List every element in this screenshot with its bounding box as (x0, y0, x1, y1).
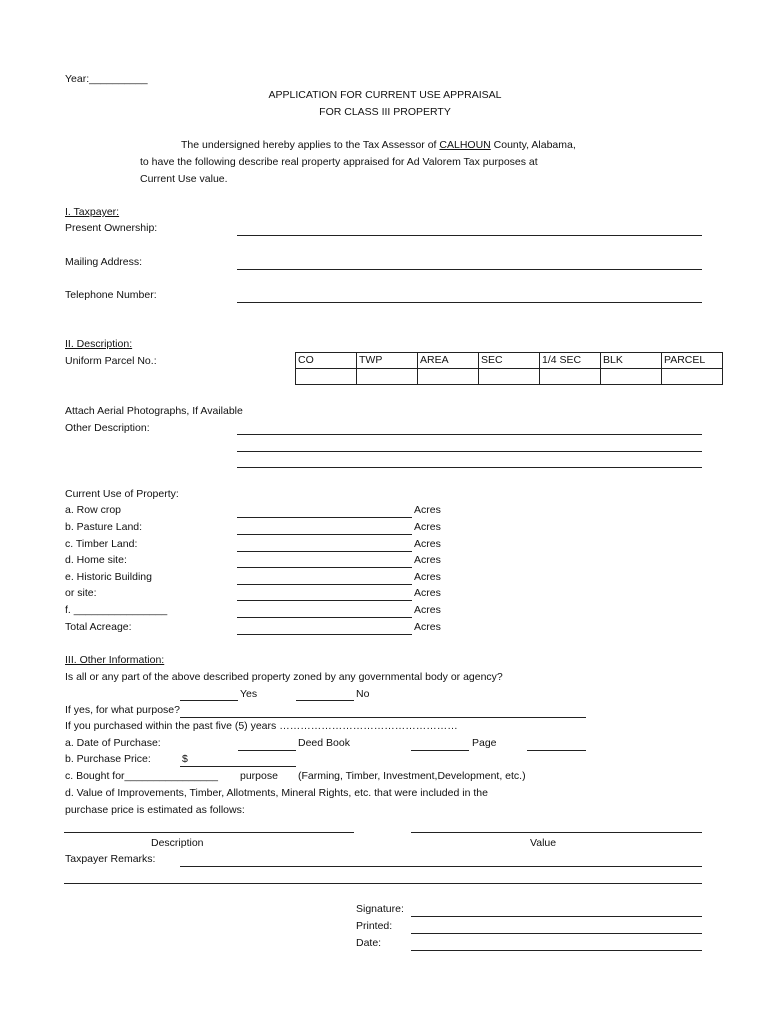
parcel-col-parcel: PARCEL (662, 353, 723, 369)
parcel-header-row (296, 353, 723, 369)
bought-for-label: c. Bought for________________ (65, 770, 218, 782)
deed-book-line[interactable] (411, 750, 469, 751)
parcel-input-co[interactable] (296, 369, 357, 385)
parcel-table (295, 352, 723, 385)
other-description-line-2[interactable] (237, 451, 702, 452)
remarks-label: Taxpayer Remarks: (65, 853, 156, 865)
printed-label: Printed: (356, 920, 393, 932)
improvements-line-2: purchase price is estimated as follows: (65, 804, 245, 816)
intro-pre: The undersigned hereby applies to the Tax Assessor of (181, 139, 440, 151)
form-title: APPLICATION FOR CURRENT USE APPRAISAL (268, 89, 502, 101)
value-line[interactable] (411, 832, 702, 833)
intro-line-1 (181, 139, 576, 152)
use-historic: e. Historic Building (65, 571, 152, 583)
other-description-line-3[interactable] (237, 467, 702, 468)
total-acreage-line[interactable] (237, 634, 412, 635)
total-acreage: Total Acreage: (65, 621, 132, 633)
parcel-input-quarter-sec[interactable] (540, 369, 601, 385)
use-row-crop-line[interactable] (237, 517, 412, 518)
purpose-line[interactable] (180, 717, 586, 718)
use-other: f. ________________ (65, 604, 168, 616)
phone-line[interactable] (237, 302, 702, 303)
use-historic-site-line[interactable] (237, 600, 412, 601)
use-home-site: d. Home site: (65, 554, 127, 566)
other-description-label: Other Description: (65, 422, 150, 434)
no-line[interactable] (296, 700, 354, 701)
zoned-question: Is all or any part of the above described property zoned by any governmental body or agency? (65, 671, 503, 683)
yes-line[interactable] (180, 700, 238, 701)
intro-line-2: to have the following describe real property appraised for Ad Valorem Tax purposes at (140, 156, 538, 168)
description-line[interactable] (64, 832, 354, 833)
purpose-label: purpose (240, 770, 278, 782)
form-subtitle: FOR CLASS III PROPERTY (319, 106, 451, 118)
parcel-input-blk[interactable] (601, 369, 662, 385)
parcel-col-blk: BLK (601, 353, 662, 369)
acres-unit: Acres (414, 538, 441, 550)
acres-unit: Acres (414, 587, 441, 599)
parcel-input-area[interactable] (418, 369, 479, 385)
phone-label: Telephone Number: (65, 289, 157, 301)
purchase-price-line[interactable] (180, 766, 296, 767)
signature-label: Signature: (356, 903, 404, 915)
parcel-label: Uniform Parcel No.: (65, 355, 157, 367)
deed-book-label: Deed Book (298, 737, 350, 749)
parcel-col-twp: TWP (357, 353, 418, 369)
acres-unit: Acres (414, 521, 441, 533)
date-label: Date: (356, 937, 382, 949)
no-label: No (356, 688, 370, 700)
other-description-line-1[interactable] (237, 434, 702, 435)
signature-line[interactable] (411, 916, 702, 917)
printed-line[interactable] (411, 933, 702, 934)
use-pasture: b. Pasture Land: (65, 521, 143, 533)
parcel-col-area: AREA (418, 353, 479, 369)
use-timber-line[interactable] (237, 551, 412, 552)
acres-unit: Acres (414, 554, 441, 566)
county-name: CALHOUN (439, 139, 491, 151)
parcel-input-parcel[interactable] (662, 369, 723, 385)
purchased-note: If you purchased within the past five (5) years …………………………………………… (65, 720, 458, 732)
ownership-line[interactable] (237, 235, 702, 236)
page-label: Page (472, 737, 497, 749)
aerial-note: Attach Aerial Photographs, If Available (65, 405, 243, 417)
page-line[interactable] (527, 750, 586, 751)
date-of-purchase-line[interactable] (238, 750, 296, 751)
taxpayer-heading: I. Taxpayer: (65, 206, 120, 218)
intro-post: County, Alabama, (490, 139, 576, 151)
use-timber: c. Timber Land: (65, 538, 138, 550)
purchase-price-label: b. Purchase Price: (65, 753, 151, 765)
use-historic-site: or site: (65, 587, 97, 599)
purpose-examples: (Farming, Timber, Investment,Development, etc.) (298, 770, 526, 782)
parcel-input-sec[interactable] (479, 369, 540, 385)
current-use-heading: Current Use of Property: (65, 488, 179, 500)
ownership-label: Present Ownership: (65, 222, 158, 234)
remarks-line-2[interactable] (64, 883, 702, 884)
acres-unit: Acres (414, 504, 441, 516)
acres-unit: Acres (414, 571, 441, 583)
date-line[interactable] (411, 950, 702, 951)
parcel-col-sec: SEC (479, 353, 540, 369)
address-line[interactable] (237, 269, 702, 270)
remarks-line-1[interactable] (180, 866, 702, 867)
year-field: Year:__________ (65, 73, 148, 85)
use-historic-line[interactable] (237, 584, 412, 585)
date-of-purchase-label: a. Date of Purchase: (65, 737, 161, 749)
parcel-col-co: CO (296, 353, 357, 369)
use-pasture-line[interactable] (237, 534, 412, 535)
col-description-label: Description (151, 837, 204, 849)
purpose-question: If yes, for what purpose? (65, 704, 180, 716)
dollar-sign: $ (182, 753, 188, 765)
use-home-site-line[interactable] (237, 567, 412, 568)
use-row-crop: a. Row crop (65, 504, 122, 516)
improvements-line-1: d. Value of Improvements, Timber, Allotments, Mineral Rights, etc. that were included in the (65, 787, 488, 799)
parcel-input-twp[interactable] (357, 369, 418, 385)
use-other-line[interactable] (237, 617, 412, 618)
yes-label: Yes (240, 688, 258, 700)
intro-line-3: Current Use value. (140, 173, 228, 185)
parcel-entry-row (296, 369, 723, 385)
acres-unit: Acres (414, 604, 441, 616)
other-info-heading: III. Other Information: (65, 654, 165, 666)
acres-unit: Acres (414, 621, 441, 633)
description-heading: II. Description: (65, 338, 133, 350)
col-value-label: Value (530, 837, 557, 849)
parcel-col-quarter-sec: 1/4 SEC (540, 353, 601, 369)
address-label: Mailing Address: (65, 256, 143, 268)
